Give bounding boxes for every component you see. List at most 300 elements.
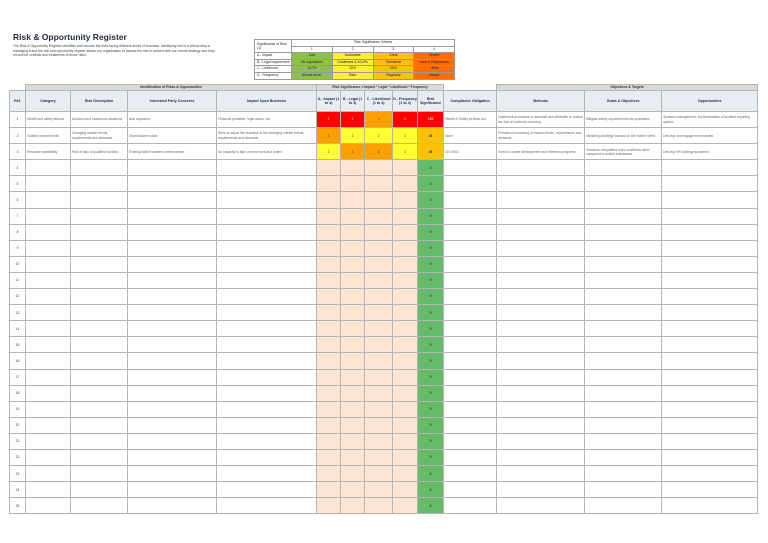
row-category[interactable]: [26, 272, 71, 288]
row-likelihood-score[interactable]: [365, 224, 393, 240]
row-category[interactable]: [26, 433, 71, 449]
row-impact-score[interactable]: [317, 337, 341, 353]
row-frequency-score[interactable]: [393, 482, 418, 498]
row-ref[interactable]: 15: [10, 337, 26, 353]
row-compliance[interactable]: [444, 385, 497, 401]
row-impact-score[interactable]: [317, 385, 341, 401]
row-goals[interactable]: [585, 160, 662, 176]
row-compliance[interactable]: [444, 433, 497, 449]
row-compliance[interactable]: [444, 272, 497, 288]
row-compliance[interactable]: [444, 369, 497, 385]
row-impact-score[interactable]: [317, 272, 341, 288]
row-significance[interactable]: 0: [418, 369, 444, 385]
row-frequency-score[interactable]: [393, 160, 418, 176]
row-impact-score[interactable]: [317, 449, 341, 465]
row-impact-business[interactable]: Financial penalties, legal action, etc: [217, 112, 317, 128]
row-interested-party[interactable]: Bad reputation: [128, 112, 217, 128]
row-category[interactable]: [26, 498, 71, 514]
row-frequency-score[interactable]: [393, 305, 418, 321]
row-goals[interactable]: [585, 208, 662, 224]
row-significance[interactable]: 0: [418, 482, 444, 498]
row-frequency-score[interactable]: [393, 208, 418, 224]
row-risk-description[interactable]: [71, 289, 128, 305]
row-compliance[interactable]: [444, 192, 497, 208]
row-impact-business[interactable]: [217, 498, 317, 514]
row-interested-party[interactable]: [128, 449, 217, 465]
row-methods[interactable]: [497, 176, 585, 192]
row-risk-description[interactable]: [71, 305, 128, 321]
row-impact-score[interactable]: [317, 192, 341, 208]
row-legal-score[interactable]: [341, 192, 365, 208]
row-likelihood-score[interactable]: [365, 369, 393, 385]
row-methods[interactable]: Implement processes to ascertain and eliminate or reduce the risk of incidents occurring: [497, 112, 585, 128]
row-compliance[interactable]: [444, 337, 497, 353]
row-interested-party[interactable]: [128, 401, 217, 417]
row-ref[interactable]: 8: [10, 224, 26, 240]
row-opportunities[interactable]: [662, 417, 758, 433]
row-frequency-score[interactable]: [393, 433, 418, 449]
row-legal-score[interactable]: [341, 289, 365, 305]
row-impact-score[interactable]: 3: [317, 128, 341, 144]
row-impact-score[interactable]: [317, 417, 341, 433]
row-ref[interactable]: 12: [10, 289, 26, 305]
row-compliance[interactable]: [444, 160, 497, 176]
row-impact-business[interactable]: Need to adjust the business to the changing market trends, requirements and demands: [217, 128, 317, 144]
row-impact-business[interactable]: [217, 337, 317, 353]
row-likelihood-score[interactable]: [365, 433, 393, 449]
row-methods[interactable]: Persistent monitoring of market trends, requirements and demands: [497, 128, 585, 144]
row-goals[interactable]: [585, 482, 662, 498]
row-risk-description[interactable]: [71, 240, 128, 256]
row-ref[interactable]: 22: [10, 449, 26, 465]
row-significance[interactable]: 0: [418, 305, 444, 321]
row-compliance[interactable]: [444, 498, 497, 514]
row-opportunities[interactable]: [662, 192, 758, 208]
row-methods[interactable]: [497, 385, 585, 401]
row-risk-description[interactable]: [71, 321, 128, 337]
row-goals[interactable]: Marketing strategy focused on the market trend: [585, 128, 662, 144]
row-impact-score[interactable]: [317, 160, 341, 176]
row-legal-score[interactable]: [341, 305, 365, 321]
row-impact-business[interactable]: [217, 176, 317, 192]
row-impact-business[interactable]: [217, 482, 317, 498]
row-compliance[interactable]: ISO 9001: [444, 144, 497, 160]
row-likelihood-score[interactable]: [365, 353, 393, 369]
row-legal-score[interactable]: [341, 208, 365, 224]
row-opportunities[interactable]: [662, 385, 758, 401]
row-impact-business[interactable]: [217, 417, 317, 433]
row-category[interactable]: [26, 208, 71, 224]
row-impact-business[interactable]: [217, 353, 317, 369]
row-impact-score[interactable]: [317, 466, 341, 482]
row-interested-party[interactable]: [128, 353, 217, 369]
row-risk-description[interactable]: Changing market trends, requirements and demands: [71, 128, 128, 144]
row-category[interactable]: Health and safety failures: [26, 112, 71, 128]
row-likelihood-score[interactable]: [365, 321, 393, 337]
row-goals[interactable]: [585, 192, 662, 208]
row-goals[interactable]: [585, 289, 662, 305]
row-compliance[interactable]: [444, 224, 497, 240]
row-goals[interactable]: [585, 353, 662, 369]
row-methods[interactable]: [497, 401, 585, 417]
row-compliance[interactable]: [444, 482, 497, 498]
row-goals[interactable]: [585, 256, 662, 272]
row-likelihood-score[interactable]: [365, 176, 393, 192]
row-methods[interactable]: [497, 417, 585, 433]
row-legal-score[interactable]: 4: [341, 112, 365, 128]
row-category[interactable]: [26, 289, 71, 305]
row-risk-description[interactable]: [71, 176, 128, 192]
row-opportunities[interactable]: [662, 353, 758, 369]
row-ref[interactable]: 5: [10, 176, 26, 192]
row-significance[interactable]: 0: [418, 240, 444, 256]
row-compliance[interactable]: [444, 321, 497, 337]
row-methods[interactable]: [497, 289, 585, 305]
row-impact-score[interactable]: [317, 305, 341, 321]
row-likelihood-score[interactable]: [365, 337, 393, 353]
row-impact-score[interactable]: [317, 256, 341, 272]
row-legal-score[interactable]: [341, 482, 365, 498]
row-impact-business[interactable]: [217, 240, 317, 256]
row-opportunities[interactable]: [662, 208, 758, 224]
row-category[interactable]: [26, 321, 71, 337]
row-frequency-score[interactable]: [393, 466, 418, 482]
row-significance[interactable]: 0: [418, 385, 444, 401]
row-impact-business[interactable]: No capacity to take on new work and orders: [217, 144, 317, 160]
row-frequency-score[interactable]: [393, 417, 418, 433]
row-opportunities[interactable]: Systems management, implementation of incident reporting system: [662, 112, 758, 128]
row-significance[interactable]: 0: [418, 321, 444, 337]
row-frequency-score[interactable]: [393, 256, 418, 272]
row-impact-score[interactable]: [317, 433, 341, 449]
row-frequency-score[interactable]: [393, 224, 418, 240]
row-opportunities[interactable]: [662, 240, 758, 256]
row-methods[interactable]: [497, 337, 585, 353]
row-ref[interactable]: 1: [10, 112, 26, 128]
row-legal-score[interactable]: [341, 321, 365, 337]
row-legal-score[interactable]: [341, 176, 365, 192]
row-opportunities[interactable]: [662, 466, 758, 482]
row-compliance[interactable]: None: [444, 128, 497, 144]
row-impact-business[interactable]: [217, 449, 317, 465]
row-compliance[interactable]: Health & Safety at Work Act: [444, 112, 497, 128]
row-interested-party[interactable]: [128, 176, 217, 192]
row-risk-description[interactable]: [71, 385, 128, 401]
row-frequency-score[interactable]: [393, 353, 418, 369]
row-significance[interactable]: 0: [418, 176, 444, 192]
row-goals[interactable]: [585, 321, 662, 337]
row-likelihood-score[interactable]: 2: [365, 128, 393, 144]
row-risk-description[interactable]: [71, 449, 128, 465]
row-interested-party[interactable]: [128, 337, 217, 353]
row-impact-score[interactable]: [317, 353, 341, 369]
row-ref[interactable]: 20: [10, 417, 26, 433]
row-ref[interactable]: 7: [10, 208, 26, 224]
row-risk-description[interactable]: [71, 482, 128, 498]
row-frequency-score[interactable]: [393, 385, 418, 401]
row-frequency-score[interactable]: [393, 337, 418, 353]
row-significance[interactable]: 0: [418, 401, 444, 417]
row-legal-score[interactable]: [341, 272, 365, 288]
row-impact-score[interactable]: [317, 498, 341, 514]
row-opportunities[interactable]: [662, 256, 758, 272]
row-impact-score[interactable]: [317, 208, 341, 224]
row-impact-business[interactable]: [217, 224, 317, 240]
row-methods[interactable]: Invest in career development and retention programs: [497, 144, 585, 160]
row-goals[interactable]: [585, 466, 662, 482]
row-impact-business[interactable]: [217, 256, 317, 272]
row-opportunities[interactable]: [662, 449, 758, 465]
row-likelihood-score[interactable]: [365, 192, 393, 208]
row-significance[interactable]: 0: [418, 433, 444, 449]
row-interested-party[interactable]: [128, 466, 217, 482]
row-compliance[interactable]: [444, 401, 497, 417]
row-risk-description[interactable]: Accident and hazardous situations: [71, 112, 128, 128]
row-legal-score[interactable]: [341, 369, 365, 385]
row-methods[interactable]: [497, 305, 585, 321]
row-frequency-score[interactable]: 2: [393, 128, 418, 144]
row-risk-description[interactable]: [71, 401, 128, 417]
row-methods[interactable]: [497, 449, 585, 465]
row-ref[interactable]: 4: [10, 160, 26, 176]
row-goals[interactable]: [585, 449, 662, 465]
row-goals[interactable]: [585, 337, 662, 353]
row-category[interactable]: [26, 305, 71, 321]
row-ref[interactable]: 10: [10, 256, 26, 272]
row-ref[interactable]: 23: [10, 466, 26, 482]
row-methods[interactable]: [497, 224, 585, 240]
row-opportunities[interactable]: [662, 498, 758, 514]
row-frequency-score[interactable]: [393, 240, 418, 256]
row-frequency-score[interactable]: 4: [393, 112, 418, 128]
row-risk-description[interactable]: [71, 337, 128, 353]
row-methods[interactable]: [497, 321, 585, 337]
row-category[interactable]: [26, 256, 71, 272]
row-frequency-score[interactable]: [393, 289, 418, 305]
row-impact-score[interactable]: 4: [317, 112, 341, 128]
row-legal-score[interactable]: [341, 498, 365, 514]
row-impact-business[interactable]: [217, 208, 317, 224]
row-category[interactable]: [26, 176, 71, 192]
row-likelihood-score[interactable]: 3: [365, 144, 393, 160]
row-interested-party[interactable]: [128, 498, 217, 514]
row-category[interactable]: [26, 353, 71, 369]
row-category[interactable]: [26, 466, 71, 482]
row-ref[interactable]: 18: [10, 385, 26, 401]
row-impact-business[interactable]: [217, 466, 317, 482]
row-significance[interactable]: 0: [418, 192, 444, 208]
row-methods[interactable]: [497, 369, 585, 385]
row-compliance[interactable]: [444, 256, 497, 272]
row-frequency-score[interactable]: [393, 369, 418, 385]
row-likelihood-score[interactable]: [365, 305, 393, 321]
row-goals[interactable]: [585, 369, 662, 385]
row-significance[interactable]: 0: [418, 224, 444, 240]
row-significance[interactable]: 0: [418, 272, 444, 288]
row-risk-description[interactable]: [71, 192, 128, 208]
row-frequency-score[interactable]: [393, 498, 418, 514]
row-interested-party[interactable]: [128, 385, 217, 401]
row-compliance[interactable]: [444, 353, 497, 369]
row-likelihood-score[interactable]: [365, 208, 393, 224]
row-legal-score[interactable]: [341, 160, 365, 176]
row-risk-description[interactable]: [71, 224, 128, 240]
row-risk-description[interactable]: [71, 160, 128, 176]
row-compliance[interactable]: [444, 289, 497, 305]
row-compliance[interactable]: [444, 417, 497, 433]
row-impact-business[interactable]: [217, 160, 317, 176]
row-significance[interactable]: 0: [418, 417, 444, 433]
row-likelihood-score[interactable]: [365, 289, 393, 305]
row-interested-party[interactable]: Existing skilled workers overburdened: [128, 144, 217, 160]
row-legal-score[interactable]: [341, 449, 365, 465]
row-ref[interactable]: 17: [10, 369, 26, 385]
row-legal-score[interactable]: [341, 466, 365, 482]
row-methods[interactable]: [497, 433, 585, 449]
row-significance[interactable]: 0: [418, 449, 444, 465]
row-interested-party[interactable]: [128, 417, 217, 433]
row-ref[interactable]: 21: [10, 433, 26, 449]
row-methods[interactable]: [497, 192, 585, 208]
row-likelihood-score[interactable]: [365, 466, 393, 482]
row-ref[interactable]: 24: [10, 482, 26, 498]
row-impact-business[interactable]: [217, 433, 317, 449]
row-opportunities[interactable]: [662, 433, 758, 449]
row-impact-score[interactable]: [317, 176, 341, 192]
row-opportunities[interactable]: [662, 176, 758, 192]
row-likelihood-score[interactable]: [365, 385, 393, 401]
row-opportunities[interactable]: [662, 369, 758, 385]
row-category[interactable]: Volatile market trends: [26, 128, 71, 144]
row-methods[interactable]: [497, 272, 585, 288]
row-frequency-score[interactable]: [393, 192, 418, 208]
row-interested-party[interactable]: [128, 208, 217, 224]
row-legal-score[interactable]: [341, 433, 365, 449]
row-interested-party[interactable]: [128, 289, 217, 305]
row-significance[interactable]: 0: [418, 466, 444, 482]
row-frequency-score[interactable]: [393, 449, 418, 465]
row-legal-score[interactable]: [341, 417, 365, 433]
row-interested-party[interactable]: [128, 433, 217, 449]
row-likelihood-score[interactable]: [365, 449, 393, 465]
row-legal-score[interactable]: [341, 240, 365, 256]
row-risk-description[interactable]: [71, 369, 128, 385]
row-significance[interactable]: 0: [418, 498, 444, 514]
row-impact-score[interactable]: [317, 482, 341, 498]
row-legal-score[interactable]: [341, 353, 365, 369]
row-category[interactable]: [26, 417, 71, 433]
row-impact-business[interactable]: [217, 305, 317, 321]
row-goals[interactable]: [585, 240, 662, 256]
row-ref[interactable]: 2: [10, 128, 26, 144]
row-impact-score[interactable]: 2: [317, 144, 341, 160]
row-goals[interactable]: [585, 224, 662, 240]
row-significance[interactable]: 24: [418, 128, 444, 144]
row-compliance[interactable]: [444, 208, 497, 224]
row-significance[interactable]: 0: [418, 208, 444, 224]
row-opportunities[interactable]: Develop HR strategy document: [662, 144, 758, 160]
row-significance[interactable]: 192: [418, 112, 444, 128]
row-category[interactable]: Resource availability: [26, 144, 71, 160]
row-likelihood-score[interactable]: [365, 482, 393, 498]
row-significance[interactable]: 0: [418, 353, 444, 369]
row-methods[interactable]: [497, 256, 585, 272]
row-ref[interactable]: 19: [10, 401, 26, 417]
row-opportunities[interactable]: Develop and engage new markets: [662, 128, 758, 144]
row-opportunities[interactable]: [662, 305, 758, 321]
row-significance[interactable]: 0: [418, 289, 444, 305]
row-interested-party[interactable]: [128, 240, 217, 256]
row-category[interactable]: [26, 240, 71, 256]
row-interested-party[interactable]: [128, 256, 217, 272]
row-interested-party[interactable]: [128, 272, 217, 288]
row-risk-description[interactable]: [71, 417, 128, 433]
row-goals[interactable]: [585, 401, 662, 417]
row-category[interactable]: [26, 337, 71, 353]
row-ref[interactable]: 16: [10, 353, 26, 369]
row-impact-business[interactable]: [217, 192, 317, 208]
row-category[interactable]: [26, 369, 71, 385]
row-opportunities[interactable]: [662, 289, 758, 305]
row-ref[interactable]: 3: [10, 144, 26, 160]
row-methods[interactable]: [497, 482, 585, 498]
row-category[interactable]: [26, 385, 71, 401]
row-frequency-score[interactable]: [393, 272, 418, 288]
row-likelihood-score[interactable]: [365, 498, 393, 514]
row-category[interactable]: [26, 449, 71, 465]
row-likelihood-score[interactable]: [365, 401, 393, 417]
row-impact-business[interactable]: [217, 321, 317, 337]
row-category[interactable]: [26, 224, 71, 240]
row-goals[interactable]: [585, 385, 662, 401]
row-methods[interactable]: [497, 466, 585, 482]
row-legal-score[interactable]: 2: [341, 128, 365, 144]
row-risk-description[interactable]: [71, 208, 128, 224]
row-frequency-score[interactable]: [393, 321, 418, 337]
row-frequency-score[interactable]: 2: [393, 144, 418, 160]
row-impact-business[interactable]: [217, 272, 317, 288]
row-likelihood-score[interactable]: [365, 160, 393, 176]
row-ref[interactable]: 13: [10, 305, 26, 321]
row-interested-party[interactable]: [128, 224, 217, 240]
row-compliance[interactable]: [444, 176, 497, 192]
row-significance[interactable]: 0: [418, 160, 444, 176]
row-legal-score[interactable]: [341, 337, 365, 353]
row-risk-description[interactable]: [71, 466, 128, 482]
row-goals[interactable]: [585, 417, 662, 433]
row-risk-description[interactable]: Risk of lack of qualified workers: [71, 144, 128, 160]
row-opportunities[interactable]: [662, 272, 758, 288]
row-interested-party[interactable]: [128, 305, 217, 321]
row-interested-party[interactable]: [128, 482, 217, 498]
row-category[interactable]: [26, 160, 71, 176]
row-impact-score[interactable]: [317, 401, 341, 417]
row-interested-party[interactable]: [128, 160, 217, 176]
row-ref[interactable]: 6: [10, 192, 26, 208]
row-methods[interactable]: [497, 498, 585, 514]
row-significance[interactable]: 0: [418, 256, 444, 272]
row-compliance[interactable]: [444, 449, 497, 465]
row-methods[interactable]: [497, 353, 585, 369]
row-impact-business[interactable]: [217, 289, 317, 305]
row-frequency-score[interactable]: [393, 401, 418, 417]
row-impact-score[interactable]: [317, 240, 341, 256]
row-impact-score[interactable]: [317, 224, 341, 240]
row-interested-party[interactable]: Shareholders value: [128, 128, 217, 144]
row-opportunities[interactable]: [662, 224, 758, 240]
row-legal-score[interactable]: [341, 401, 365, 417]
row-methods[interactable]: [497, 208, 585, 224]
